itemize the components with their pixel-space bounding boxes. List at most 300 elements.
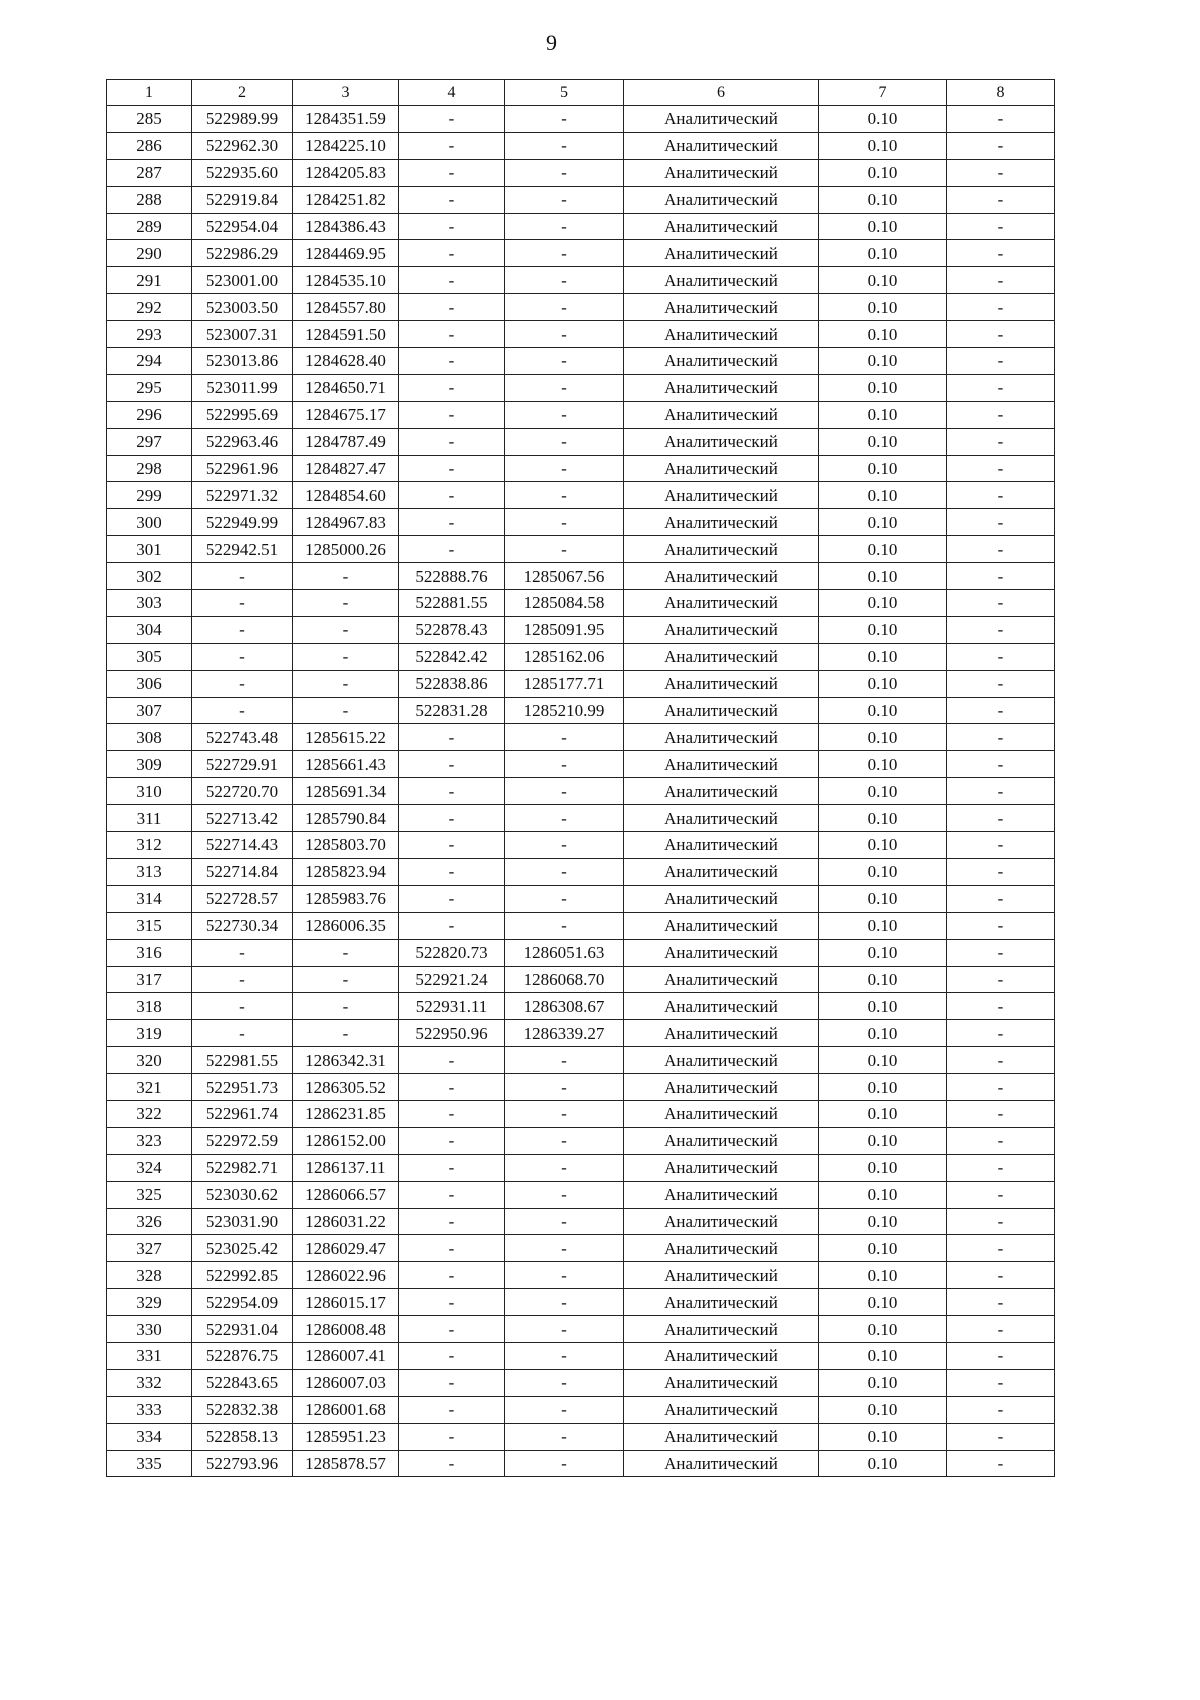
table-row: [107, 616, 1055, 643]
x-alt-coordinate-cell: -: [399, 858, 505, 885]
table-row: [107, 401, 1055, 428]
table-header-row: [107, 80, 1055, 106]
method-cell: Аналитический: [624, 1047, 819, 1074]
x-coordinate-cell: 522728.57: [192, 885, 293, 912]
method-cell: Аналитический: [624, 1100, 819, 1127]
point-number-cell: 291: [107, 267, 192, 294]
point-number-cell: 331: [107, 1342, 192, 1369]
method-cell: Аналитический: [624, 832, 819, 859]
y-coordinate-cell: 1286006.35: [293, 912, 399, 939]
note-cell: -: [947, 1450, 1055, 1477]
note-cell: -: [947, 590, 1055, 617]
table-row: [107, 428, 1055, 455]
note-cell: -: [947, 885, 1055, 912]
method-cell: Аналитический: [624, 1262, 819, 1289]
x-coordinate-cell: -: [192, 563, 293, 590]
point-number-cell: 310: [107, 778, 192, 805]
table-row: [107, 993, 1055, 1020]
x-coordinate-cell: 522730.34: [192, 912, 293, 939]
y-alt-coordinate-cell: -: [505, 482, 624, 509]
accuracy-cell: 0.10: [819, 267, 947, 294]
point-number-cell: 323: [107, 1127, 192, 1154]
point-number-cell: 296: [107, 401, 192, 428]
y-coordinate-cell: 1286029.47: [293, 1235, 399, 1262]
x-coordinate-cell: 522954.04: [192, 213, 293, 240]
accuracy-cell: 0.10: [819, 132, 947, 159]
x-coordinate-cell: 522949.99: [192, 509, 293, 536]
accuracy-cell: 0.10: [819, 885, 947, 912]
x-alt-coordinate-cell: -: [399, 1074, 505, 1101]
point-number-cell: 290: [107, 240, 192, 267]
method-cell: Аналитический: [624, 912, 819, 939]
table-row: [107, 374, 1055, 401]
method-cell: Аналитический: [624, 294, 819, 321]
method-cell: Аналитический: [624, 482, 819, 509]
method-cell: Аналитический: [624, 993, 819, 1020]
x-alt-coordinate-cell: 522881.55: [399, 590, 505, 617]
column-header: 7: [819, 80, 947, 106]
method-cell: Аналитический: [624, 805, 819, 832]
y-coordinate-cell: -: [293, 670, 399, 697]
note-cell: -: [947, 1396, 1055, 1423]
x-alt-coordinate-cell: 522878.43: [399, 616, 505, 643]
accuracy-cell: 0.10: [819, 509, 947, 536]
x-coordinate-cell: 522989.99: [192, 106, 293, 133]
accuracy-cell: 0.10: [819, 348, 947, 375]
column-header: 3: [293, 80, 399, 106]
accuracy-cell: 0.10: [819, 993, 947, 1020]
method-cell: Аналитический: [624, 1127, 819, 1154]
accuracy-cell: 0.10: [819, 590, 947, 617]
note-cell: -: [947, 509, 1055, 536]
method-cell: Аналитический: [624, 132, 819, 159]
accuracy-cell: 0.10: [819, 751, 947, 778]
y-alt-coordinate-cell: -: [505, 1342, 624, 1369]
note-cell: -: [947, 321, 1055, 348]
x-coordinate-cell: 522858.13: [192, 1423, 293, 1450]
note-cell: -: [947, 670, 1055, 697]
note-cell: -: [947, 1423, 1055, 1450]
table-row: [107, 1342, 1055, 1369]
method-cell: Аналитический: [624, 1020, 819, 1047]
x-coordinate-cell: -: [192, 1020, 293, 1047]
y-coordinate-cell: -: [293, 590, 399, 617]
point-number-cell: 304: [107, 616, 192, 643]
table-row: [107, 132, 1055, 159]
y-coordinate-cell: 1285661.43: [293, 751, 399, 778]
x-coordinate-cell: 522961.96: [192, 455, 293, 482]
table-row: [107, 1020, 1055, 1047]
y-alt-coordinate-cell: -: [505, 159, 624, 186]
note-cell: -: [947, 348, 1055, 375]
note-cell: -: [947, 1020, 1055, 1047]
y-coordinate-cell: 1285615.22: [293, 724, 399, 751]
y-coordinate-cell: 1284650.71: [293, 374, 399, 401]
accuracy-cell: 0.10: [819, 1235, 947, 1262]
x-coordinate-cell: 522720.70: [192, 778, 293, 805]
y-alt-coordinate-cell: -: [505, 428, 624, 455]
y-coordinate-cell: -: [293, 993, 399, 1020]
accuracy-cell: 0.10: [819, 832, 947, 859]
method-cell: Аналитический: [624, 1342, 819, 1369]
y-alt-coordinate-cell: -: [505, 1047, 624, 1074]
point-number-cell: 306: [107, 670, 192, 697]
y-alt-coordinate-cell: -: [505, 132, 624, 159]
point-number-cell: 286: [107, 132, 192, 159]
x-alt-coordinate-cell: 522950.96: [399, 1020, 505, 1047]
y-coordinate-cell: 1286152.00: [293, 1127, 399, 1154]
table-row: [107, 1181, 1055, 1208]
accuracy-cell: 0.10: [819, 1047, 947, 1074]
method-cell: Аналитический: [624, 778, 819, 805]
y-coordinate-cell: 1286342.31: [293, 1047, 399, 1074]
y-alt-coordinate-cell: -: [505, 805, 624, 832]
note-cell: -: [947, 536, 1055, 563]
point-number-cell: 302: [107, 563, 192, 590]
accuracy-cell: 0.10: [819, 563, 947, 590]
accuracy-cell: 0.10: [819, 1208, 947, 1235]
method-cell: Аналитический: [624, 1235, 819, 1262]
point-number-cell: 287: [107, 159, 192, 186]
point-number-cell: 303: [107, 590, 192, 617]
method-cell: Аналитический: [624, 1423, 819, 1450]
note-cell: -: [947, 1100, 1055, 1127]
y-coordinate-cell: 1284535.10: [293, 267, 399, 294]
y-coordinate-cell: 1284251.82: [293, 186, 399, 213]
note-cell: -: [947, 832, 1055, 859]
table-row: [107, 1208, 1055, 1235]
table-row: [107, 240, 1055, 267]
column-header: 4: [399, 80, 505, 106]
accuracy-cell: 0.10: [819, 966, 947, 993]
y-coordinate-cell: 1285790.84: [293, 805, 399, 832]
method-cell: Аналитический: [624, 590, 819, 617]
table-row: [107, 939, 1055, 966]
y-alt-coordinate-cell: -: [505, 778, 624, 805]
x-alt-coordinate-cell: -: [399, 1289, 505, 1316]
method-cell: Аналитический: [624, 509, 819, 536]
method-cell: Аналитический: [624, 1208, 819, 1235]
note-cell: -: [947, 858, 1055, 885]
x-coordinate-cell: 523007.31: [192, 321, 293, 348]
note-cell: -: [947, 697, 1055, 724]
note-cell: -: [947, 1127, 1055, 1154]
y-alt-coordinate-cell: -: [505, 885, 624, 912]
point-number-cell: 319: [107, 1020, 192, 1047]
x-alt-coordinate-cell: -: [399, 482, 505, 509]
y-alt-coordinate-cell: 1286308.67: [505, 993, 624, 1020]
table-row: [107, 885, 1055, 912]
y-alt-coordinate-cell: 1286068.70: [505, 966, 624, 993]
table-row: [107, 267, 1055, 294]
y-coordinate-cell: 1284854.60: [293, 482, 399, 509]
note-cell: -: [947, 428, 1055, 455]
note-cell: -: [947, 267, 1055, 294]
y-alt-coordinate-cell: 1285091.95: [505, 616, 624, 643]
method-cell: Аналитический: [624, 536, 819, 563]
point-number-cell: 328: [107, 1262, 192, 1289]
x-coordinate-cell: -: [192, 993, 293, 1020]
point-number-cell: 322: [107, 1100, 192, 1127]
accuracy-cell: 0.10: [819, 1423, 947, 1450]
y-alt-coordinate-cell: -: [505, 1100, 624, 1127]
y-coordinate-cell: 1284557.80: [293, 294, 399, 321]
note-cell: -: [947, 966, 1055, 993]
table-row: [107, 966, 1055, 993]
method-cell: Аналитический: [624, 1396, 819, 1423]
accuracy-cell: 0.10: [819, 321, 947, 348]
y-coordinate-cell: 1286137.11: [293, 1154, 399, 1181]
y-coordinate-cell: 1285691.34: [293, 778, 399, 805]
accuracy-cell: 0.10: [819, 106, 947, 133]
x-coordinate-cell: 522876.75: [192, 1342, 293, 1369]
x-alt-coordinate-cell: -: [399, 1208, 505, 1235]
accuracy-cell: 0.10: [819, 428, 947, 455]
x-coordinate-cell: 522951.73: [192, 1074, 293, 1101]
point-number-cell: 292: [107, 294, 192, 321]
method-cell: Аналитический: [624, 401, 819, 428]
y-coordinate-cell: 1286066.57: [293, 1181, 399, 1208]
y-alt-coordinate-cell: 1285084.58: [505, 590, 624, 617]
method-cell: Аналитический: [624, 267, 819, 294]
x-alt-coordinate-cell: -: [399, 1262, 505, 1289]
point-number-cell: 314: [107, 885, 192, 912]
y-coordinate-cell: 1284386.43: [293, 213, 399, 240]
note-cell: -: [947, 778, 1055, 805]
y-alt-coordinate-cell: 1286339.27: [505, 1020, 624, 1047]
x-alt-coordinate-cell: -: [399, 805, 505, 832]
point-number-cell: 309: [107, 751, 192, 778]
x-alt-coordinate-cell: -: [399, 751, 505, 778]
x-coordinate-cell: 523025.42: [192, 1235, 293, 1262]
y-alt-coordinate-cell: -: [505, 186, 624, 213]
x-coordinate-cell: -: [192, 966, 293, 993]
column-header: 6: [624, 80, 819, 106]
x-coordinate-cell: 522962.30: [192, 132, 293, 159]
x-coordinate-cell: 523011.99: [192, 374, 293, 401]
x-coordinate-cell: 522995.69: [192, 401, 293, 428]
accuracy-cell: 0.10: [819, 1450, 947, 1477]
y-alt-coordinate-cell: -: [505, 267, 624, 294]
y-coordinate-cell: 1285000.26: [293, 536, 399, 563]
y-coordinate-cell: 1286015.17: [293, 1289, 399, 1316]
table-row: [107, 294, 1055, 321]
table-row: [107, 1450, 1055, 1477]
x-coordinate-cell: 522992.85: [192, 1262, 293, 1289]
x-coordinate-cell: -: [192, 670, 293, 697]
table-row: [107, 321, 1055, 348]
point-number-cell: 295: [107, 374, 192, 401]
note-cell: -: [947, 912, 1055, 939]
y-alt-coordinate-cell: -: [505, 1181, 624, 1208]
x-coordinate-cell: -: [192, 616, 293, 643]
point-number-cell: 311: [107, 805, 192, 832]
coordinates-table: [106, 79, 1055, 1477]
page-number: 9: [546, 30, 557, 55]
x-alt-coordinate-cell: 522931.11: [399, 993, 505, 1020]
method-cell: Аналитический: [624, 563, 819, 590]
point-number-cell: 312: [107, 832, 192, 859]
accuracy-cell: 0.10: [819, 1020, 947, 1047]
x-alt-coordinate-cell: -: [399, 267, 505, 294]
note-cell: -: [947, 132, 1055, 159]
table-row: [107, 1047, 1055, 1074]
point-number-cell: 321: [107, 1074, 192, 1101]
y-coordinate-cell: -: [293, 563, 399, 590]
note-cell: -: [947, 1154, 1055, 1181]
y-coordinate-cell: 1285823.94: [293, 858, 399, 885]
table-row: [107, 455, 1055, 482]
x-alt-coordinate-cell: -: [399, 1396, 505, 1423]
x-alt-coordinate-cell: -: [399, 509, 505, 536]
method-cell: Аналитический: [624, 321, 819, 348]
y-alt-coordinate-cell: -: [505, 374, 624, 401]
accuracy-cell: 0.10: [819, 1316, 947, 1343]
note-cell: -: [947, 159, 1055, 186]
method-cell: Аналитический: [624, 455, 819, 482]
x-alt-coordinate-cell: 522820.73: [399, 939, 505, 966]
point-number-cell: 324: [107, 1154, 192, 1181]
y-alt-coordinate-cell: -: [505, 1396, 624, 1423]
y-coordinate-cell: 1284787.49: [293, 428, 399, 455]
point-number-cell: 288: [107, 186, 192, 213]
y-coordinate-cell: -: [293, 966, 399, 993]
table-row: [107, 536, 1055, 563]
x-coordinate-cell: 522971.32: [192, 482, 293, 509]
x-coordinate-cell: 522714.43: [192, 832, 293, 859]
y-alt-coordinate-cell: -: [505, 832, 624, 859]
y-alt-coordinate-cell: -: [505, 1369, 624, 1396]
y-coordinate-cell: 1284205.83: [293, 159, 399, 186]
note-cell: -: [947, 186, 1055, 213]
method-cell: Аналитический: [624, 240, 819, 267]
point-number-cell: 318: [107, 993, 192, 1020]
y-alt-coordinate-cell: -: [505, 294, 624, 321]
y-alt-coordinate-cell: -: [505, 1208, 624, 1235]
point-number-cell: 335: [107, 1450, 192, 1477]
table-row: [107, 832, 1055, 859]
x-coordinate-cell: 522982.71: [192, 1154, 293, 1181]
method-cell: Аналитический: [624, 616, 819, 643]
table-row: [107, 751, 1055, 778]
x-alt-coordinate-cell: -: [399, 1342, 505, 1369]
accuracy-cell: 0.10: [819, 1262, 947, 1289]
x-alt-coordinate-cell: -: [399, 159, 505, 186]
point-number-cell: 307: [107, 697, 192, 724]
y-alt-coordinate-cell: 1285210.99: [505, 697, 624, 724]
accuracy-cell: 0.10: [819, 1100, 947, 1127]
accuracy-cell: 0.10: [819, 401, 947, 428]
method-cell: Аналитический: [624, 643, 819, 670]
table-body: [107, 106, 1055, 1477]
note-cell: -: [947, 805, 1055, 832]
note-cell: -: [947, 455, 1055, 482]
x-coordinate-cell: 522954.09: [192, 1289, 293, 1316]
accuracy-cell: 0.10: [819, 912, 947, 939]
y-coordinate-cell: 1285803.70: [293, 832, 399, 859]
x-coordinate-cell: 523013.86: [192, 348, 293, 375]
table-row: [107, 563, 1055, 590]
y-coordinate-cell: 1285878.57: [293, 1450, 399, 1477]
table-row: [107, 1396, 1055, 1423]
x-alt-coordinate-cell: -: [399, 778, 505, 805]
note-cell: -: [947, 724, 1055, 751]
method-cell: Аналитический: [624, 106, 819, 133]
method-cell: Аналитический: [624, 374, 819, 401]
accuracy-cell: 0.10: [819, 697, 947, 724]
y-coordinate-cell: -: [293, 697, 399, 724]
x-coordinate-cell: 522714.84: [192, 858, 293, 885]
x-alt-coordinate-cell: 522888.76: [399, 563, 505, 590]
x-alt-coordinate-cell: -: [399, 106, 505, 133]
x-coordinate-cell: 522986.29: [192, 240, 293, 267]
y-coordinate-cell: 1286231.85: [293, 1100, 399, 1127]
table-row: [107, 1289, 1055, 1316]
x-coordinate-cell: 522713.42: [192, 805, 293, 832]
y-coordinate-cell: 1286022.96: [293, 1262, 399, 1289]
note-cell: -: [947, 106, 1055, 133]
note-cell: -: [947, 1262, 1055, 1289]
x-coordinate-cell: 522843.65: [192, 1369, 293, 1396]
method-cell: Аналитический: [624, 1316, 819, 1343]
note-cell: -: [947, 751, 1055, 778]
method-cell: Аналитический: [624, 1369, 819, 1396]
y-alt-coordinate-cell: -: [505, 1262, 624, 1289]
table-row: [107, 1262, 1055, 1289]
x-alt-coordinate-cell: -: [399, 1423, 505, 1450]
x-alt-coordinate-cell: -: [399, 1100, 505, 1127]
y-coordinate-cell: -: [293, 643, 399, 670]
accuracy-cell: 0.10: [819, 482, 947, 509]
x-coordinate-cell: 522931.04: [192, 1316, 293, 1343]
table-row: [107, 348, 1055, 375]
x-alt-coordinate-cell: 522921.24: [399, 966, 505, 993]
note-cell: -: [947, 1181, 1055, 1208]
accuracy-cell: 0.10: [819, 1289, 947, 1316]
x-alt-coordinate-cell: -: [399, 832, 505, 859]
method-cell: Аналитический: [624, 885, 819, 912]
y-alt-coordinate-cell: -: [505, 858, 624, 885]
point-number-cell: 332: [107, 1369, 192, 1396]
x-alt-coordinate-cell: -: [399, 374, 505, 401]
method-cell: Аналитический: [624, 159, 819, 186]
accuracy-cell: 0.10: [819, 939, 947, 966]
point-number-cell: 298: [107, 455, 192, 482]
x-coordinate-cell: 522961.74: [192, 1100, 293, 1127]
point-number-cell: 294: [107, 348, 192, 375]
point-number-cell: 297: [107, 428, 192, 455]
accuracy-cell: 0.10: [819, 186, 947, 213]
note-cell: -: [947, 993, 1055, 1020]
note-cell: -: [947, 563, 1055, 590]
x-alt-coordinate-cell: 522842.42: [399, 643, 505, 670]
table-row: [107, 643, 1055, 670]
note-cell: -: [947, 374, 1055, 401]
x-coordinate-cell: 522942.51: [192, 536, 293, 563]
table-row: [107, 778, 1055, 805]
method-cell: Аналитический: [624, 1289, 819, 1316]
y-alt-coordinate-cell: -: [505, 106, 624, 133]
x-coordinate-cell: 522981.55: [192, 1047, 293, 1074]
x-coordinate-cell: 522793.96: [192, 1450, 293, 1477]
note-cell: -: [947, 1208, 1055, 1235]
x-coordinate-cell: 522972.59: [192, 1127, 293, 1154]
y-alt-coordinate-cell: -: [505, 1423, 624, 1450]
y-alt-coordinate-cell: -: [505, 213, 624, 240]
table-row: [107, 858, 1055, 885]
accuracy-cell: 0.10: [819, 778, 947, 805]
y-coordinate-cell: 1284351.59: [293, 106, 399, 133]
